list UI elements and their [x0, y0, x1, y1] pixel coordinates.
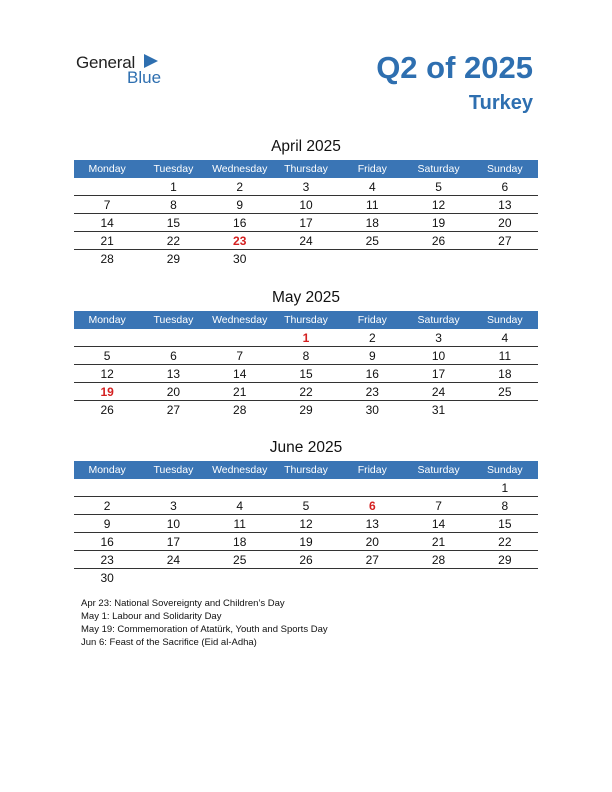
- day-cell: 30: [233, 252, 247, 266]
- day-cell: 5: [302, 499, 310, 513]
- day-cell: 14: [100, 216, 114, 230]
- day-cell: [472, 401, 538, 419]
- holiday-notes: [81, 597, 328, 649]
- day-cell: 19: [431, 216, 446, 230]
- day-cell: 28: [233, 403, 247, 417]
- day-cell: [74, 479, 140, 497]
- day-cell: 7: [103, 198, 111, 212]
- day-cell: [472, 250, 538, 268]
- day-cell: [405, 479, 471, 497]
- weekday-label: Sunday: [487, 163, 523, 175]
- day-cell: 31: [431, 403, 446, 417]
- day-cell: [273, 569, 339, 587]
- weekday-header: [74, 311, 538, 329]
- day-cell: [273, 479, 339, 497]
- day-cell: 19: [100, 385, 114, 399]
- weekday-label: Thursday: [284, 464, 328, 476]
- weekday-label: Monday: [88, 163, 126, 175]
- day-cell: 7: [435, 499, 442, 513]
- day-cell: 14: [233, 367, 247, 381]
- weekday-label: Friday: [357, 163, 387, 175]
- day-cell: 9: [368, 349, 376, 363]
- day-cell: 8: [302, 349, 310, 363]
- day-cell: [140, 329, 206, 347]
- day-cell: 1: [170, 180, 177, 194]
- day-cell: 12: [100, 367, 114, 381]
- logo-word-general: General: [76, 53, 136, 72]
- day-cell: 17: [299, 216, 313, 230]
- day-cell: 28: [431, 553, 446, 567]
- day-cell: 18: [498, 367, 512, 381]
- day-cell: 2: [236, 180, 244, 194]
- weekday-label: Wednesday: [212, 314, 268, 326]
- day-cell: 9: [236, 198, 244, 212]
- weekday-label: Saturday: [417, 464, 460, 476]
- day-cell: 14: [431, 517, 446, 531]
- holiday-note: May 1: Labour and Solidarity Day: [81, 611, 222, 622]
- month-june: [74, 438, 538, 586]
- weekday-label: Monday: [88, 314, 126, 326]
- day-cell: 17: [166, 535, 181, 549]
- day-cell: 6: [501, 180, 509, 194]
- day-cell: 26: [299, 553, 313, 567]
- day-cell: 24: [166, 553, 181, 567]
- holiday-note: Jun 6: Feast of the Sacrifice (Eid al-Adha): [81, 637, 257, 648]
- day-cell: 16: [100, 535, 114, 549]
- day-cell: 26: [431, 234, 446, 248]
- week-row: [74, 250, 538, 267]
- week-row: [74, 515, 538, 533]
- day-cell: 22: [498, 535, 512, 549]
- month-title: June 2025: [269, 439, 343, 456]
- day-cell: 11: [498, 349, 512, 363]
- page-title: Q2 of 2025: [376, 50, 533, 85]
- week-row: [74, 479, 538, 497]
- day-cell: 25: [365, 234, 379, 248]
- day-cell: 13: [498, 198, 512, 212]
- day-cell: 20: [166, 385, 181, 399]
- day-cell: 10: [431, 349, 446, 363]
- day-cell: 22: [166, 234, 181, 248]
- week-row: [74, 214, 538, 232]
- day-cell: 16: [233, 216, 247, 230]
- week-row: [74, 401, 538, 418]
- day-cell: 28: [100, 252, 114, 266]
- day-cell: 6: [170, 349, 177, 363]
- day-cell: 7: [236, 349, 244, 363]
- holiday-note: May 19: Commemoration of Atatürk, Youth and Sports Day: [81, 624, 328, 635]
- day-cell: [74, 329, 140, 347]
- day-cell: 13: [166, 367, 181, 381]
- day-cell: 2: [368, 331, 376, 345]
- day-cell: [207, 329, 273, 347]
- day-cell: 3: [302, 180, 310, 194]
- day-cell: 27: [365, 553, 379, 567]
- weekday-label: Sunday: [487, 464, 523, 476]
- weekday-label: Friday: [357, 314, 387, 326]
- holiday-note: Apr 23: National Sovereignty and Children’s Day: [81, 598, 285, 609]
- day-cell: 5: [435, 180, 442, 194]
- day-cell: 10: [166, 517, 181, 531]
- day-cell: 23: [233, 234, 247, 248]
- weekday-label: Friday: [357, 464, 387, 476]
- day-cell: 21: [431, 535, 446, 549]
- weekday-header: [74, 160, 538, 178]
- day-cell: 24: [431, 385, 446, 399]
- day-cell: 9: [103, 517, 111, 531]
- day-cell: 15: [498, 517, 512, 531]
- day-cell: 27: [166, 403, 181, 417]
- day-cell: 3: [170, 499, 177, 513]
- day-cell: 21: [100, 234, 114, 248]
- day-cell: 26: [100, 403, 114, 417]
- month-title: May 2025: [271, 289, 341, 306]
- day-cell: [74, 178, 140, 196]
- week-row: [74, 551, 538, 569]
- day-cell: 18: [365, 216, 379, 230]
- week-row: [74, 569, 538, 586]
- day-cell: 12: [431, 198, 446, 212]
- day-cell: 29: [166, 252, 181, 266]
- day-cell: [472, 569, 538, 587]
- day-cell: 4: [501, 331, 509, 345]
- day-cell: 30: [100, 571, 114, 585]
- weekday-label: Tuesday: [153, 314, 194, 326]
- week-row: [74, 178, 538, 196]
- week-row: [74, 383, 538, 401]
- week-row: [74, 533, 538, 551]
- day-cell: 23: [365, 385, 379, 399]
- day-cell: [140, 569, 206, 587]
- logo-word-blue: Blue: [127, 68, 162, 87]
- day-cell: [339, 479, 405, 497]
- day-cell: 8: [501, 499, 509, 513]
- day-cell: 21: [233, 385, 247, 399]
- week-row: [74, 347, 538, 365]
- day-cell: 6: [368, 499, 376, 513]
- day-cell: 30: [365, 403, 379, 417]
- day-cell: 18: [233, 535, 247, 549]
- country-name: Turkey: [468, 92, 533, 114]
- weekday-label: Tuesday: [153, 163, 194, 175]
- weekday-label: Wednesday: [212, 464, 268, 476]
- weekday-label: Saturday: [417, 314, 460, 326]
- day-cell: [140, 479, 206, 497]
- day-cell: 4: [236, 499, 244, 513]
- day-cell: 23: [100, 553, 114, 567]
- day-cell: 27: [498, 234, 512, 248]
- day-cell: [339, 569, 405, 587]
- weekday-header: [74, 461, 538, 479]
- day-cell: [207, 569, 273, 587]
- generalblue-logo: [76, 53, 176, 93]
- day-cell: 22: [299, 385, 313, 399]
- day-cell: [339, 250, 405, 268]
- weekday-label: Monday: [88, 464, 126, 476]
- day-cell: 19: [299, 535, 313, 549]
- weekday-label: Wednesday: [212, 163, 268, 175]
- day-cell: 20: [498, 216, 512, 230]
- day-cell: 25: [233, 553, 247, 567]
- week-row: [74, 365, 538, 383]
- day-cell: [405, 250, 471, 268]
- day-cell: 29: [299, 403, 313, 417]
- weekday-label: Tuesday: [153, 464, 194, 476]
- month-title: April 2025: [271, 138, 341, 155]
- day-cell: [405, 569, 471, 587]
- day-cell: 10: [299, 198, 313, 212]
- day-cell: 15: [299, 367, 313, 381]
- day-cell: 2: [103, 499, 111, 513]
- weekday-label: Thursday: [284, 314, 328, 326]
- day-cell: 16: [365, 367, 379, 381]
- week-row: [74, 329, 538, 347]
- month-april: [74, 137, 538, 267]
- day-cell: 25: [498, 385, 512, 399]
- week-row: [74, 196, 538, 214]
- weekday-label: Saturday: [417, 163, 460, 175]
- month-may: [74, 288, 538, 418]
- day-cell: [207, 479, 273, 497]
- day-cell: 29: [498, 553, 512, 567]
- day-cell: 17: [431, 367, 446, 381]
- day-cell: 24: [299, 234, 313, 248]
- day-cell: 1: [501, 481, 509, 495]
- day-cell: 5: [103, 349, 111, 363]
- logo-flag-icon: [144, 54, 158, 68]
- day-cell: [273, 250, 339, 268]
- week-row: [74, 497, 538, 515]
- week-row: [74, 232, 538, 250]
- day-cell: 11: [366, 198, 379, 212]
- day-cell: 1: [302, 331, 310, 345]
- day-cell: 13: [365, 517, 379, 531]
- day-cell: 3: [435, 331, 442, 345]
- day-cell: 20: [365, 535, 379, 549]
- day-cell: 4: [368, 180, 376, 194]
- day-cell: 15: [166, 216, 181, 230]
- weekday-label: Sunday: [487, 314, 523, 326]
- day-cell: 12: [299, 517, 313, 531]
- weekday-label: Thursday: [284, 163, 328, 175]
- day-cell: 11: [233, 517, 246, 531]
- day-cell: 8: [170, 198, 177, 212]
